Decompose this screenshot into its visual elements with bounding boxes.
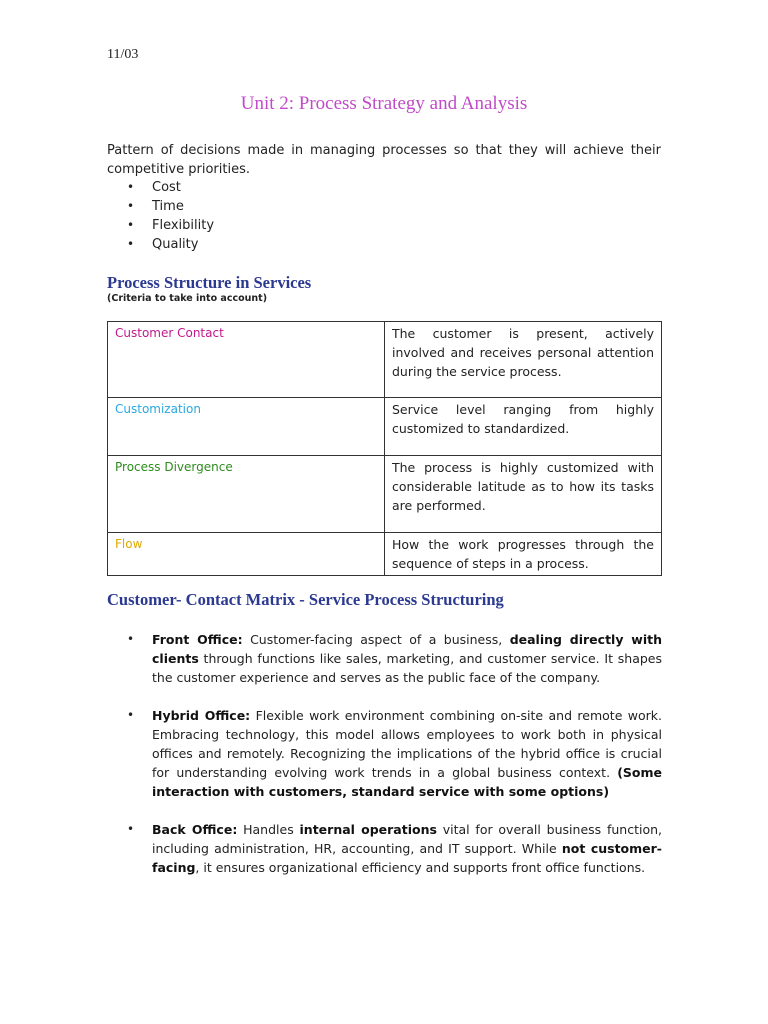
front-office-label: Front Office:: [152, 632, 243, 647]
section-heading-process-structure: Process Structure in Services: [107, 273, 312, 292]
table-row: [108, 398, 662, 456]
bullet-icon: •: [127, 822, 135, 836]
section-heading-contact-matrix: Customer- Contact Matrix - Service Process Structuring: [107, 590, 504, 609]
criteria-term: Customization: [108, 398, 385, 456]
list-item-back-office: • Back Office: Handles internal operations vital for overall business function, including administration, HR, accounting, and IT support. While not customer-facing, it ensures organizational efficiency and supports front office functions.: [127, 822, 662, 875]
criteria-term: Customer Contact: [108, 322, 385, 398]
criteria-table: [107, 321, 662, 576]
back-office-label: Back Office:: [152, 822, 238, 837]
criteria-description: The customer is present, actively involved and receives personal attention during the service process.: [385, 322, 662, 398]
criteria-description: The process is highly customized with considerable latitude as to how its tasks are performed.: [385, 456, 662, 533]
list-item: • Flexibility: [127, 218, 215, 233]
table-row: [108, 456, 662, 533]
criteria-term: Flow: [108, 533, 385, 576]
list-item-front-office: • Front Office: Customer-facing aspect of a business, dealing directly with clients through functions like sales, marketing, and customer service. It shapes the customer experience and serves as the public face of the company.: [127, 632, 662, 685]
list-item: • Cost: [127, 180, 181, 195]
office-types-list: [107, 630, 662, 877]
list-item: • Quality: [127, 237, 199, 252]
criteria-description: Service level ranging from highly customized to standardized.: [385, 398, 662, 456]
bullet-icon: •: [127, 199, 135, 213]
section-subheading: (Criteria to take into account): [107, 293, 268, 304]
criteria-description: How the work progresses through the sequence of steps in a process.: [385, 533, 662, 576]
bullet-icon: •: [127, 708, 135, 722]
hybrid-office-label: Hybrid Office:: [152, 708, 251, 723]
priorities-list: [127, 178, 214, 254]
bullet-icon: •: [127, 218, 135, 232]
intro-paragraph: Pattern of decisions made in managing processes so that they will achieve their competitive priorities.: [107, 143, 661, 177]
list-item: • Time: [127, 199, 184, 214]
bullet-icon: •: [127, 180, 135, 194]
table-row: [108, 322, 662, 398]
criteria-term: Process Divergence: [108, 456, 385, 533]
page-title: Unit 2: Process Strategy and Analysis: [240, 93, 528, 114]
bullet-icon: •: [127, 632, 135, 646]
table-row: [108, 533, 662, 576]
date-label: 11/03: [107, 47, 139, 62]
bullet-icon: •: [127, 237, 135, 251]
list-item-hybrid-office: • Hybrid Office: Flexible work environment combining on-site and remote work. Embracing technology, this model allows employees to work both in physical offices and remotely. Recognizing the implications of the hybrid office is crucial for understanding evolving work trends in a global business context. (Some interaction with customers, standard service with some options): [127, 708, 662, 799]
